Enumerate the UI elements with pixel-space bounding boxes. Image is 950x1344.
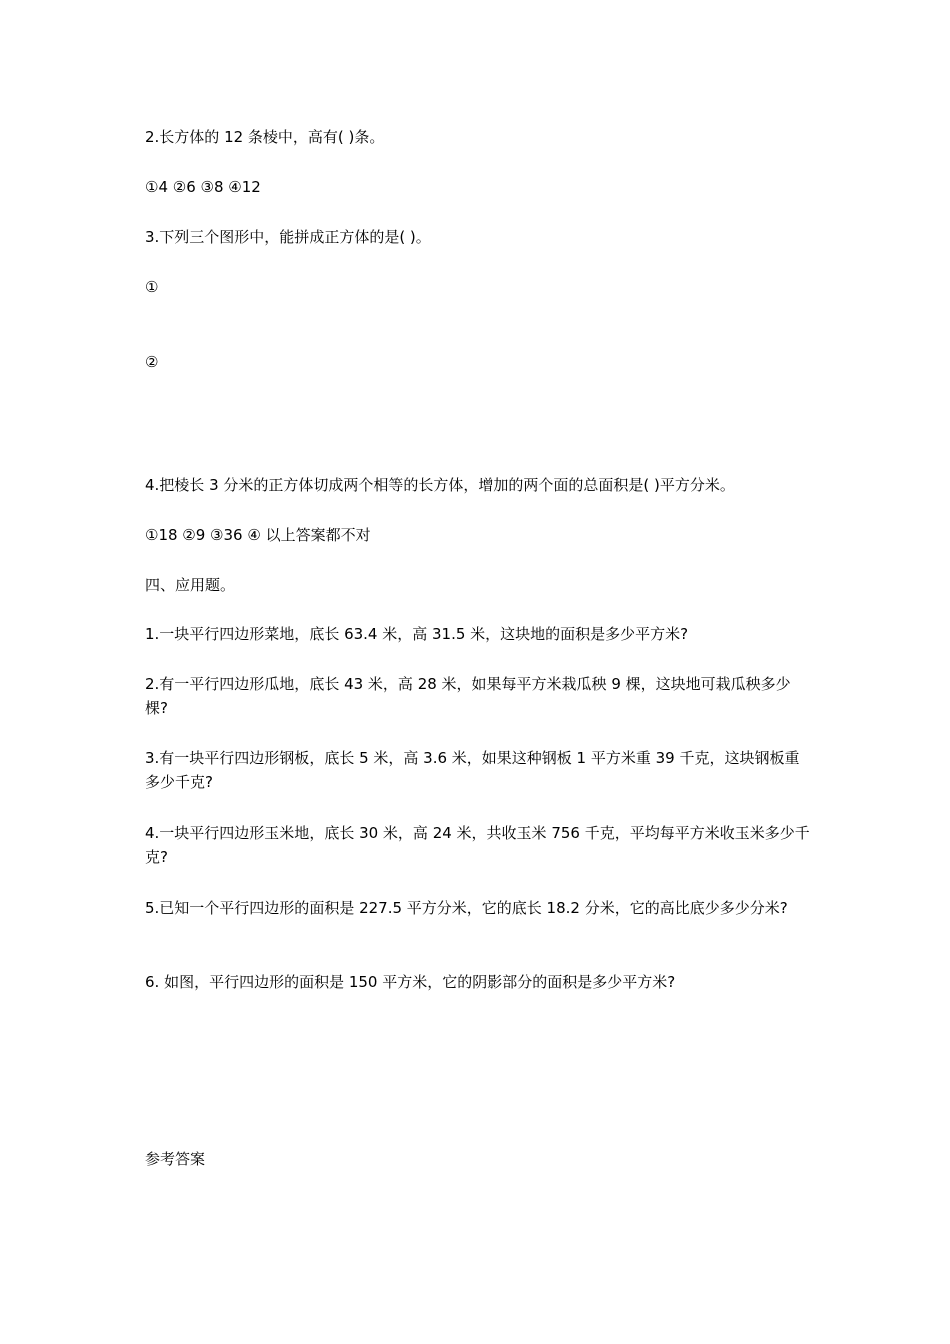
- application-question-2: 2.有一平行四边形瓜地，底长 43 米，高 28 米，如果每平方米栽瓜秧 9 棵，这块地可栽瓜秧多少棵?: [145, 675, 791, 717]
- question-3-figure-1-label: ①: [145, 278, 159, 296]
- answer-key-heading: 参考答案: [145, 1150, 206, 1168]
- question-4-options: ①18 ②9 ③36 ④ 以上答案都不对: [145, 526, 371, 544]
- question-3-figure-2-label: ②: [145, 353, 159, 371]
- question-2-text: 2.长方体的 12 条棱中，高有( )条。: [145, 128, 385, 146]
- application-question-6: 6. 如图，平行四边形的面积是 150 平方米，它的阴影部分的面积是多少平方米?: [145, 973, 676, 991]
- application-question-3: 3.有一块平行四边形钢板，底长 5 米，高 3.6 米，如果这种钢板 1 平方米重 39 千克，这块钢板重多少千克?: [145, 749, 800, 791]
- question-4-text: 4.把棱长 3 分米的正方体切成两个相等的长方体，增加的两个面的总面积是( )平方分米。: [145, 476, 735, 494]
- application-question-5: 5.已知一个平行四边形的面积是 227.5 平方分米，它的底长 18.2 分米，它的高比底少多少分米?: [145, 899, 788, 917]
- application-question-1: 1.一块平行四边形菜地，底长 63.4 米，高 31.5 米，这块地的面积是多少平方米?: [145, 625, 689, 643]
- application-question-4: 4.一块平行四边形玉米地，底长 30 米，高 24 米，共收玉米 756 千克，平均每平方米收玉米多少千克?: [145, 824, 810, 866]
- question-2-options: ①4 ②6 ③8 ④12: [145, 178, 261, 196]
- question-3-text: 3.下列三个图形中，能拼成正方体的是( )。: [145, 228, 431, 246]
- section-heading-application: 四、应用题。: [145, 576, 236, 594]
